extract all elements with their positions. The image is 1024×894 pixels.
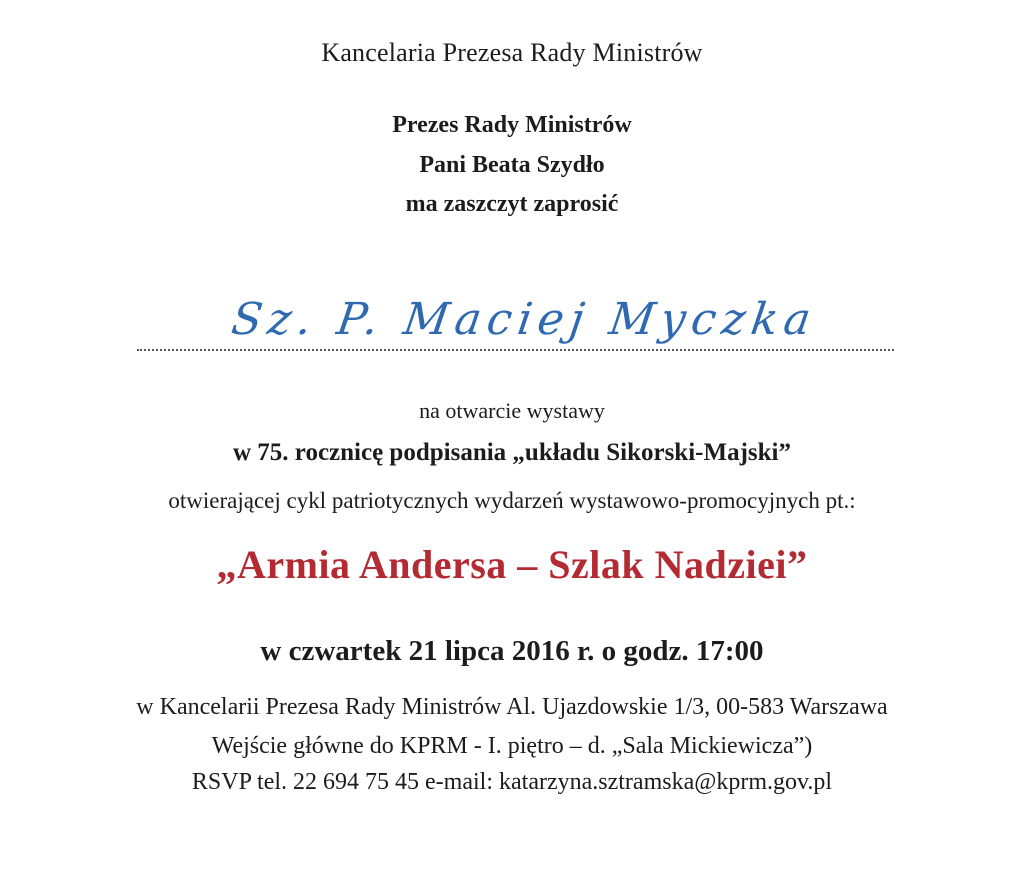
guest-name-dotted-line [137,349,894,351]
host-name: Pani Beata Szydło [419,152,605,178]
guest-handwritten-name: Sz. P. Maciej Myczka [228,294,820,345]
rsvp-contact: RSVP tel. 22 694 75 45 e-mail: katarzyna.sztramska@kprm.gov.pl [191,769,833,795]
institution-name: Kancelaria Prezesa Rady Ministrów [321,38,703,67]
host-title: Prezes Rady Ministrów [392,112,632,138]
event-datetime: w czwartek 21 lipca 2016 r. o godz. 17:00 [260,635,764,667]
venue-address: w Kancelarii Prezesa Rady Ministrów Al. Ujazdowskie 1/3, 00-583 Warszawa [136,694,888,720]
invite-phrase: ma zaszczyt zaprosić [405,191,619,217]
event-occasion: w 75. rocznicę podpisania „układu Sikorski-Majski” [233,439,791,466]
series-description: otwierającej cykl patriotycznych wydarzeń wystawowo-promocyjnych pt.: [168,488,856,513]
exhibition-title: „Armia Andersa – Szlak Nadziei” [216,542,808,587]
event-purpose: na otwarcie wystawy [419,398,605,423]
venue-entrance: Wejście główne do KPRM - I. piętro – d. „Sala Mickiewicza”) [211,733,813,759]
